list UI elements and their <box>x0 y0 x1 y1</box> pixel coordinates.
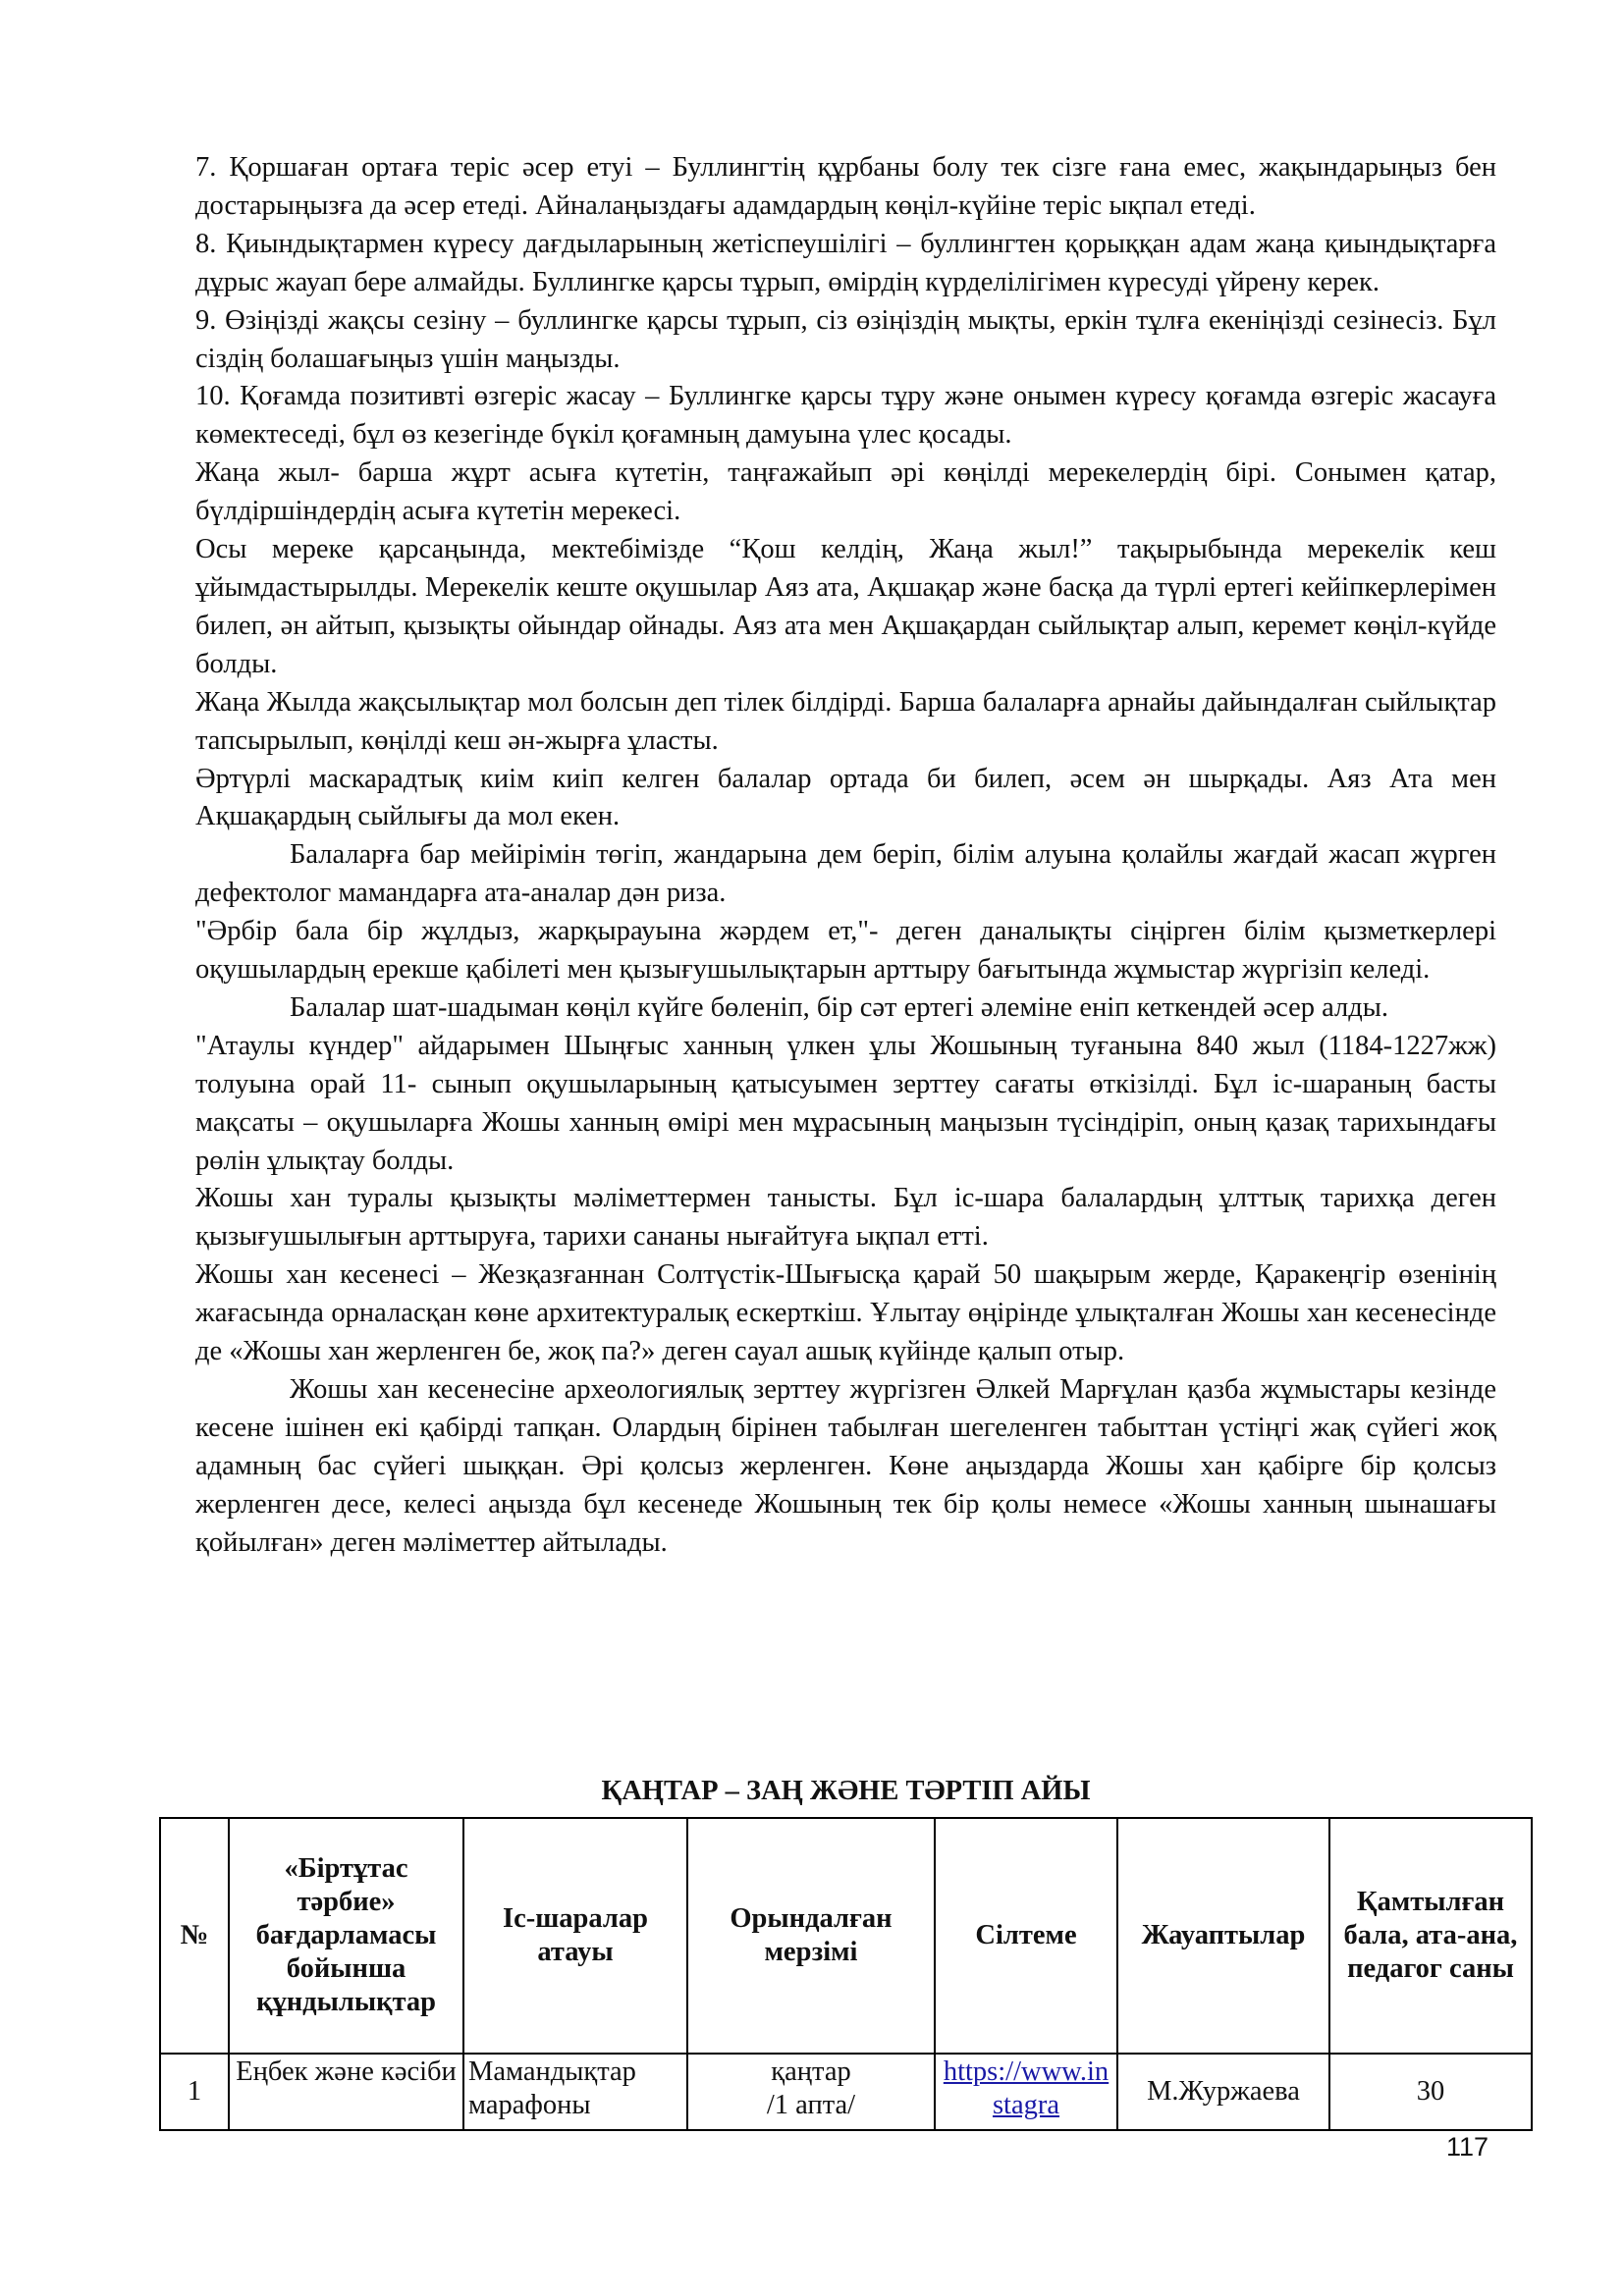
cell-date-week: /1 апта/ <box>766 2090 856 2120</box>
paragraph: 8. Қиындықтармен күресу дағдыларының жетіспеушілігі – буллингтен қорыққан адам жаңа қиындықтарға дұрыс жауап бере алмайды. Буллингке қарсы тұрып, өмірдің күрделілігімен күресуді үйрену керек. <box>195 228 1496 297</box>
instagram-link[interactable]: https://www.instagra <box>943 2056 1110 2120</box>
header-values: «Біртұтас тәрбие» бағдарламасы бойынша құндылықтар <box>229 1818 463 2054</box>
paragraph: Балалар шат-шадыман көңіл күйге бөленіп, бір сәт ертегі әлеміне еніп кеткендей әсер алды. <box>290 991 1389 1023</box>
paragraph: "Атаулы күндер" айдарымен Шыңғыс ханның үлкен ұлы Жошының туғанына 840 жыл (1184-1227жж) толуына орай 11- сынып оқушыларының қатысуымен зерттеу сағаты өткізілді. Бұл іс-шараның басты мақсаты – оқушыларға Жошы ханның өмірі мен мұрасының маңызын түсіндіріп, оның қазақ тарихындағы рөлін ұлықтау болды. <box>195 1030 1496 1176</box>
paragraph: Балаларға бар мейірімін төгіп, жандарына дем беріп, білім алуына қолайлы жағдай жасап жүрген дефектолог мамандарға ата-аналар дән риза. <box>195 839 1496 909</box>
cell-values: Еңбек және кәсіби <box>229 2054 463 2130</box>
header-date: Орындалған мерзімі <box>687 1818 935 2054</box>
cell-date <box>687 2054 935 2130</box>
table-title: ҚАҢТАР – ЗАҢ ЖӘНЕ ТӘРТІП АЙЫ <box>601 1776 1091 1806</box>
header-link: Сілтеме <box>935 1818 1117 2054</box>
table-header-row <box>160 1818 1532 2054</box>
header-responsible: Жауаптылар <box>1117 1818 1329 2054</box>
paragraph: Әртүрлі маскарадтық киім киіп келген балалар ортада би билеп, әсем ән шырқады. Аяз Ата мен Ақшақардың сыйлығы да мол екен. <box>195 763 1496 832</box>
paragraph: Жаңа Жылда жақсылықтар мол болсын деп тілек білдірді. Барша балаларға арнайы дайындалған сыйлықтар тапсырылып, көңілді кеш ән-жырға ұласты. <box>195 686 1496 756</box>
cell-responsible: М.Журжаева <box>1117 2054 1329 2130</box>
cell-number: 1 <box>160 2054 229 2130</box>
document-body <box>195 149 1496 1563</box>
header-count: Қамтылған бала, ата-ана, педагог саны <box>1329 1818 1532 2054</box>
paragraph: Жошы хан кесенесі – Жезқазғаннан Солтүстік-Шығысқа қарай 50 шақырым жерде, Қаракеңгір өзенінің жағасында орналасқан көне архитектуралық ескерткіш. Ұлытау өңірінде ұлықталған Жошы хан кесенесінде де «Жошы хан жерленген бе, жоқ па?» деген сауал ашық күйінде қалып отыр. <box>195 1259 1496 1367</box>
paragraph: Осы мереке қарсаңында, мектебімізде “Қош келдің, Жаңа жыл!” тақырыбында мерекелік кеш ұйымдастырылды. Мерекелік кеште оқушылар Аяз ата, Ақшақар және басқа да түрлі ертегі кейіпкерлерімен билеп, ән айтып, қызықты ойындар ойнады. Аяз ата мен Ақшақардан сыйлықтар алып, керемет көңіл-күйде болды. <box>195 534 1496 679</box>
paragraph: 7. Қоршаған ортаға теріс әсер етуі – Буллингтің құрбаны болу тек сізге ғана емес, жақындарыңыз бен достарыңызға да әсер етеді. Айналаңыздағы адамдардың көңіл-күйіне теріс ықпал етеді. <box>195 152 1496 221</box>
events-table <box>159 1817 1533 2131</box>
cell-link <box>935 2054 1117 2130</box>
header-number: № <box>160 1818 229 2054</box>
paragraph: Жошы хан туралы қызықты мәліметтермен танысты. Бұл іс-шара балалардың ұлттық тарихқа деген қызығушылығын арттыруға, тарихи сананы нығайтуға ықпал етті. <box>195 1183 1496 1253</box>
cell-date-month: қаңтар <box>771 2056 851 2087</box>
paragraph: 9. Өзіңізді жақсы сезіну – буллингке қарсы тұрып, сіз өзіңіздің мықты, еркін тұлға екеніңізді сезінесіз. Бұл сіздің болашағыңыз үшін маңызды. <box>195 304 1496 374</box>
cell-event: Мамандықтар марафоны <box>463 2054 687 2130</box>
paragraph: 10. Қоғамда позитивті өзгеріс жасау – Буллингке қарсы тұру және онымен күресу қоғамда өзгеріс жасауға көмектеседі, бұл өз кезегінде бүкіл қоғамның дамуына үлес қосады. <box>195 381 1496 451</box>
paragraph: Жошы хан кесенесіне археологиялық зерттеу жүргізген Әлкей Марғұлан қазба жұмыстары кезінде кесене ішінен екі қабірді тапқан. Олардың бірінен табылған шегеленген табыттан үстіңгі жақ сүйегі жоқ адамның бас сүйегі шыққан. Әрі қолсыз жерленген. Көне аңыздарда Жошы хан қабірге бір қолсыз жерленген десе, келесі аңызда бұл кесенеде Жошының тек бір қолы немесе «Жошы ханның шынашағы қойылған» деген мәліметтер айтылады. <box>195 1374 1496 1558</box>
page-number: 117 <box>1446 2132 1489 2162</box>
paragraph: Жаңа жыл- барша жұрт асыға күтетін, таңғажайып әрі көңілді мерекелердің бірі. Сонымен қатар, бүлдіршіндердің асыға күтетін мерекесі. <box>195 457 1496 527</box>
table-row <box>160 2054 1532 2130</box>
header-event: Іс-шаралар атауы <box>463 1818 687 2054</box>
cell-count: 30 <box>1329 2054 1532 2130</box>
paragraph: "Әрбір бала бір жұлдыз, жарқырауына жәрдем ет,"- деген даналықты сіңірген білім қызметкерлері оқушылардың ерекше қабілеті мен қызығушылықтарын арттыру бағытында жұмыстар жүргізіп келеді. <box>195 916 1496 986</box>
